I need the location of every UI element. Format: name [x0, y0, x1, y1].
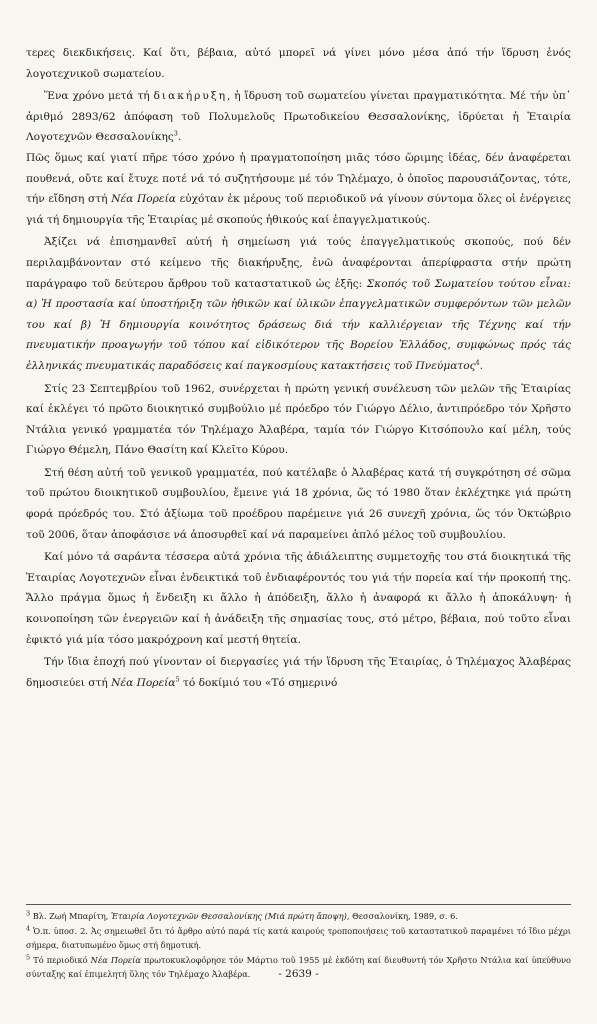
body-text: [26, 43, 571, 693]
paragraph-essay: Τήν ἴδια ἐποχή πού γίνονταν οἱ διεργασίες γιά τήν ἵδρυση τῆς Ἑταιρίας, ὁ Τηλέμαχος Ἀλαβέρας δημοσιεύει στή Νέα Πορεία$^5$ τό δοκίμιό του «Τό σημερινό: [26, 656, 571, 689]
paragraph-founding: Ἕνα χρόνο μετά τή διακήρυξη, ἡ ἵδρυση τοῦ σωματείου γίνεται πραγματικότητα. Μέ τήν ὑπ᾽ ἀριθμό 2893/62 ἀπόφαση τοῦ Πολυμελοῦς Πρωτοδικείου Θεσσαλονίκης, ἱδρύεται ἡ Ἑταιρία Λογοτεχνῶν Θεσσαλονίκης$^3$.: [26, 90, 571, 144]
paragraph-question: Πῶς ὅμως καί γιατί πῆρε τόσο χρόνο ἡ πραγματοποίηση μιᾶς τόσο ὥριμης ἰδέας, δέν ἀναφέρεται πουθενά, οὔτε καί ἔτυχε ποτέ νά τό συζητήσουμε μέ τόν Τηλέμαχο, ὁ ὁποῖος παρουσιάζοντας, τότε, τήν εἴδηση στή Νέα Πορεία εὐχόταν ἐκ μέρους τοῦ περιοδικοῦ νά γίνουν σύντομα ὅλες οἱ ἐνέργειες γιά τή δημιουργία τῆς Ἑταιρίας μέ σκοπούς ἠθικούς καί ἐπαγγελματικούς.: [26, 151, 571, 226]
paragraph-continuation: τερες διεκδικήσεις. Καί ὅτι, βέβαια, αὐτό μπορεῖ νά γίνει μόνο μέσα ἀπό τήν ἵδρυση ἑνός λογοτεχνικοῦ σωματείου.: [26, 47, 571, 80]
footnote-3: $^3$ Βλ. Ζωή Μπαρίτη, Ἑταιρία Λογοτεχνῶν Θεσσαλονίκης (Μιά πρώτη ἄποψη), Θεσσαλονίκη, 1989, σ. 6.: [26, 909, 458, 921]
footnote-ref-4[interactable]: 4: [475, 358, 480, 367]
paragraph-assembly: Στίς 23 Σεπτεμβρίου τοῦ 1962, συνέρχεται ἡ πρώτη γενική συνέλευση τῶν μελῶν τῆς Ἑταιρίας καί ἐκλέγει τό πρῶτο διοικητικό συμβούλιο μέ πρόεδρο τόν Γιώργο Δέλιο, ἀντιπρόεδρο τόν Χρῆστο Ντάλια γενικό γραμματέα τόν Τηλέμαχο Ἀλαβέρα, ταμία τόν Γιώργο Κιτσόπουλο καί μέλη, τούς Γιώργο Θέμελη, Πάνο Θασίτη καί Κλεῖτο Κύρου.: [26, 382, 571, 457]
footnote-4: $^4$ Ὁ.π. ὑποσ. 2. Ἀς σημειωθεῖ ὅτι τό ἄρθρο αὐτό παρά τίς κατά καιρούς τροποποιήσεις τοῦ καταστατικοῦ παραμένει τό ἴδιο μέχρι σήμερα, διατυπωμένο ὅμως στή δημοτική.: [26, 923, 571, 950]
footnote-ref-5[interactable]: 5: [175, 675, 180, 684]
paragraph-participation: Καί μόνο τά σαράντα τέσσερα αὐτά χρόνια τῆς ἀδιάλειπτης συμμετοχῆς του στά διοικητικά τῆς Ἑταιρίας Λογοτεχνῶν εἶναι ἐνδεικτικά τοῦ ἐνδιαφέροντός του γιά τήν πορεία καί τήν προκοπή της. Ἄλλο πράγμα ὅμως ἡ ἔνδειξη κι ἄλλο ἡ ἀπόδειξη, ἄλλο ἡ ἀναφορά κι ἄλλο ἡ ἀποκάλυψη· ἡ κοινοποίηση τῶν ἐνεργειῶν καί ἡ ἀνάδειξη τῆς σημασίας τους, στό μέτρο, βέβαια, πού τοῦτο εἶναι ἐφικτό γιά μία τόσο μακρόχρονη καί μεστή θητεία.: [26, 551, 571, 646]
footnote-5: $^5$ Τό περιοδικό Νέα Πορεία πρωτοκυκλοφόρησε τόν Μάρτιο τοῦ 1955 μέ ἐκδότη καί διευθυντή τόν Χρῆστο Ντάλια καί ὑπεύθυνο σύνταξης καί ἐπιμελητή ὕλης τόν Τηλέμαχο Ἀλαβέρα.: [26, 952, 571, 979]
paragraph-secretary: Στή θέση αὐτή τοῦ γενικοῦ γραμματέα, πού κατέλαβε ὁ Ἀλαβέρας κατά τή συγκρότηση σέ σῶμα τοῦ πρώτου διοικητικοῦ συμβουλίου, ἔμεινε γιά 18 χρόνια, ὥς τό 1980 ὅταν ἐκλέχτηκε γιά πρώτη φορά πρόεδρός του. Στό ἀξίωμα τοῦ προέδρου παρέμεινε γιά 26 συνεχῆ χρόνια, ὥς τόν Ὀκτώβριο τοῦ 2006, ὅταν ἀποφάσισε νά ἀποσυρθεῖ καί νά παραμείνει ἁπλό μέλος τοῦ συμβουλίου.: [26, 466, 571, 541]
page-number: - 2639 -: [278, 968, 319, 980]
paragraph-statute: Ἀξίζει νά ἐπισημανθεῖ αὐτή ἡ σημείωση γιά τούς ἐπαγγελματικούς σκοπούς, πού δέν περιλαμβάνονταν στό κείμενο τῆς διακήρυξης, ἐνῶ ἀναφέρονται ἀπερίφραστα στήν πρώτη παράγραφο τοῦ δεύτερου ἄρθρου τοῦ καταστατικοῦ ὡς ἑξῆς: Σκοπός τοῦ Σωματείου τούτου εἶναι: α) Ἡ προστασία καί ὑποστήριξη τῶν ἠθικῶν καί ὑλικῶν ἐπαγγελματικῶν συμφερόντων τῶν μελῶν του καί β) Ἡ δημιουργία κοινότητος δράσεως διά τήν καλλιέργειαν τῆς Τέχνης καί τήν πνευματικήν προαγωγήν τοῦ τόπου καί εἰδικότερον τῆς Βορείου Ἑλλάδος, συμφώνως πρός τάς ἑλληνικάς πνευματικάς παραδόσεις καί παγκοσμίους κατακτήσεις τοῦ Πνεύματος$^4$.: [26, 236, 572, 372]
footnote-ref-3[interactable]: 3: [173, 129, 178, 138]
